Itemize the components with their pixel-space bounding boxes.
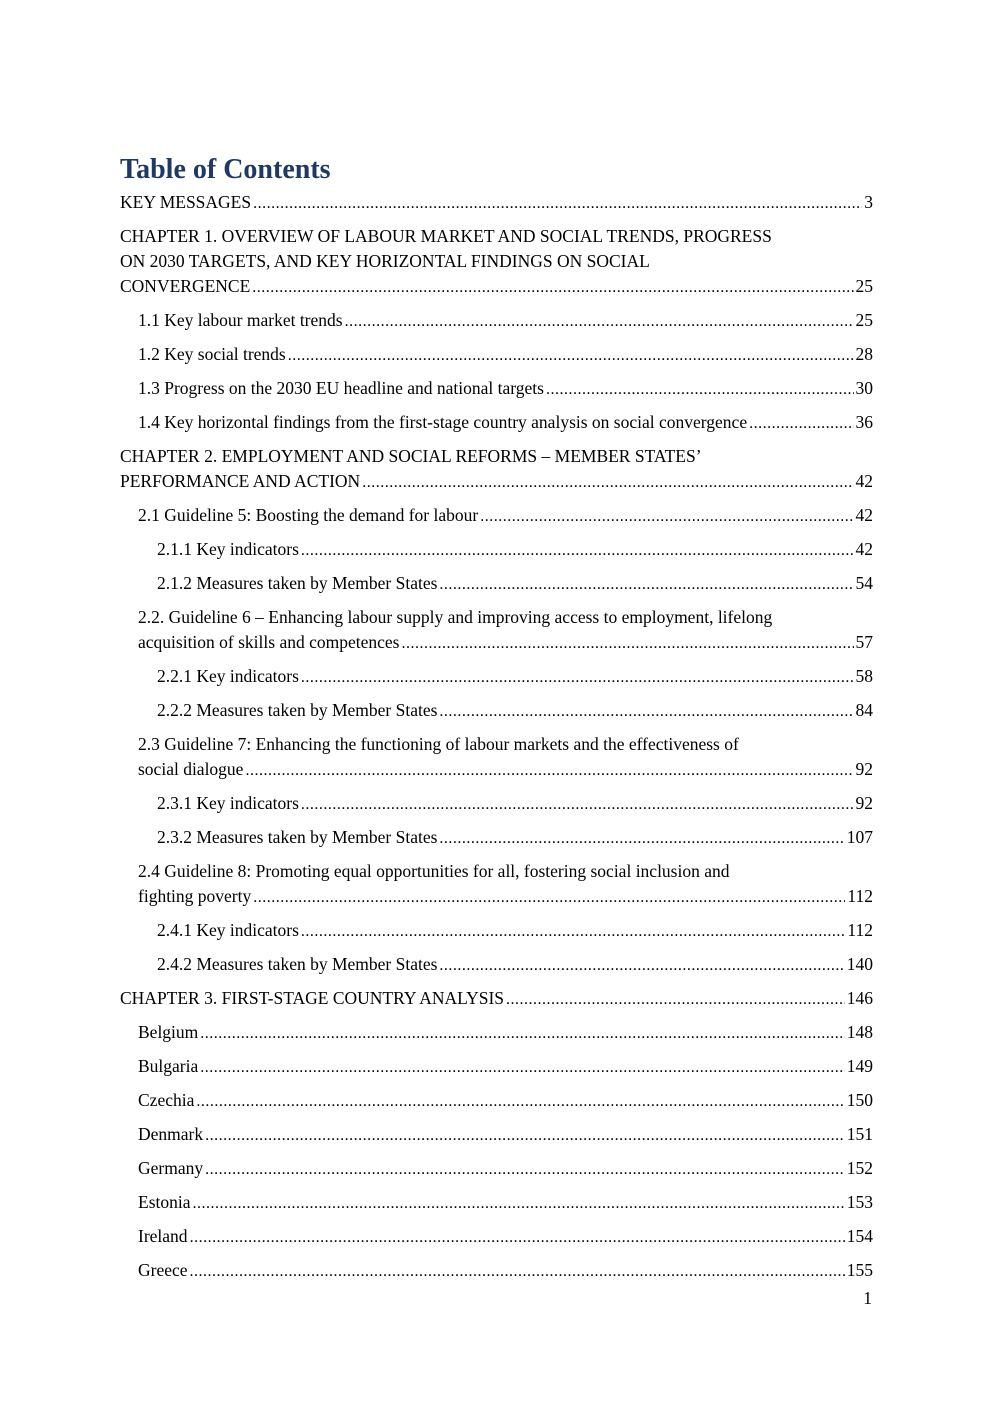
toc-entry-title-line: 2.2. Guideline 6 – Enhancing labour supply and improving access to employment, lifelong [138,607,773,627]
toc-entry-page: 155 [846,1260,873,1280]
toc-entry-page: 58 [855,666,873,686]
toc-entry-page: 149 [846,1056,873,1076]
dot-leader [200,1021,844,1046]
toc-entry-page: 152 [846,1158,873,1178]
toc-entry-line [138,308,873,334]
toc-entry[interactable] [120,825,873,851]
dot-leader [749,411,853,436]
toc-entry-title: Belgium [138,1022,199,1042]
toc-entry-line [138,1088,873,1114]
toc-heading: Table of Contents [120,154,331,185]
toc-entry[interactable] [120,918,873,944]
toc-entry-title-line: 2.3 Guideline 7: Enhancing the functioning of labour markets and the effectiveness of [138,734,739,754]
dot-leader [196,1089,844,1114]
toc-entry-line [157,664,873,690]
toc-entry-line [138,1156,873,1182]
toc-entry-page: 112 [847,920,873,940]
toc-entry-title: Germany [138,1158,204,1178]
dot-leader [245,758,853,783]
toc-entry[interactable] [120,1258,873,1284]
toc-entry-page: 148 [846,1022,873,1042]
toc-entry-page: 151 [846,1124,873,1144]
toc-entry-line [157,825,873,851]
toc-entry-line [138,503,873,529]
toc-entry[interactable] [120,791,873,817]
toc-entry[interactable] [120,664,873,690]
toc-entry[interactable] [120,1088,873,1114]
toc-entry-title: 2.2.1 Key indicators [157,666,299,686]
toc-entry-title: 1.2 Key social trends [138,344,286,364]
toc-entry[interactable] [120,376,873,402]
dot-leader [546,377,854,402]
toc-entry-line [120,274,873,300]
toc-entry[interactable] [120,190,873,216]
toc-entry[interactable] [120,342,873,368]
toc-entry-page: 42 [855,471,873,491]
toc-entry-page: 28 [855,344,873,364]
toc-entry[interactable] [120,537,873,563]
toc-entry[interactable] [120,1190,873,1216]
toc-entry-page: 30 [855,378,873,398]
toc-entry-page: 42 [855,539,873,559]
dot-leader [288,343,854,368]
dot-leader [439,826,844,851]
dot-leader [253,191,862,216]
dot-leader [190,1259,845,1284]
toc-entry[interactable] [120,1054,873,1080]
toc-entry-title-line: ON 2030 TARGETS, AND KEY HORIZONTAL FINDINGS ON SOCIAL [120,251,650,271]
toc-entry-line [138,630,873,656]
toc-entry-page: 42 [855,505,873,525]
toc-entry-title: 1.4 Key horizontal findings from the first-stage country analysis on social convergence [138,412,748,432]
toc-entry-line [138,1258,873,1284]
toc-entry-title: PERFORMANCE AND ACTION [120,471,361,491]
toc-entry-title: Estonia [138,1192,191,1212]
toc-entry-page: 140 [846,954,873,974]
toc-entry-title: Ireland [138,1226,188,1246]
toc-entry[interactable] [120,1156,873,1182]
toc-entry[interactable] [120,1020,873,1046]
toc-entry[interactable] [120,224,873,300]
toc-entry-page: 107 [846,827,873,847]
dot-leader [301,538,854,563]
toc-entry-title: 2.4.2 Measures taken by Member States [157,954,438,974]
toc-entry-line [157,952,873,978]
dot-leader [301,792,854,817]
toc-entry-title: KEY MESSAGES [120,192,252,212]
dot-leader [506,987,845,1012]
toc-entry-line [157,791,873,817]
toc-entry-page: 150 [846,1090,873,1110]
toc-entry-line [138,1054,873,1080]
dot-leader [439,953,844,978]
toc-entry-page: 25 [855,310,873,330]
dot-leader [252,275,853,300]
toc-entry-page: 54 [855,573,873,593]
toc-entry-title: 2.2.2 Measures taken by Member States [157,700,438,720]
dot-leader [253,885,845,910]
toc-entry-page: 146 [846,988,873,1008]
toc-entry-line [138,342,873,368]
toc-entry-line [138,757,873,783]
toc-entry-title-line: CHAPTER 1. OVERVIEW OF LABOUR MARKET AND SOCIAL TRENDS, PROGRESS [120,226,772,246]
toc-entry-page: 84 [855,700,873,720]
toc-entry-page: 92 [855,759,873,779]
dot-leader [205,1157,845,1182]
toc-entry[interactable] [120,698,873,724]
toc-entry-title: 2.1 Guideline 5: Boosting the demand for labour [138,505,479,525]
toc-entry-page: 36 [855,412,873,432]
dot-leader [345,309,854,334]
toc-entry-line [157,571,873,597]
toc-entry-line [157,698,873,724]
toc-entry-title: Bulgaria [138,1056,199,1076]
dot-leader [205,1123,845,1148]
toc-entry-page: 92 [855,793,873,813]
toc-entry-line [138,1020,873,1046]
toc-entry-title-line: CHAPTER 2. EMPLOYMENT AND SOCIAL REFORMS – MEMBER STATES’ [120,446,702,466]
toc-entry[interactable] [120,410,873,436]
toc-entry-line [138,1190,873,1216]
toc-entry-line [120,986,873,1012]
toc-entry-line [138,1122,873,1148]
toc-entry[interactable] [120,571,873,597]
toc-entry-title: 2.1.1 Key indicators [157,539,299,559]
toc-entry[interactable] [120,732,873,783]
dot-leader [193,1191,845,1216]
toc-entry-page: 25 [855,276,873,296]
toc-entry-line [120,469,873,495]
toc-entry-line [157,537,873,563]
toc-entry-title: fighting poverty [138,886,252,906]
dot-leader [439,572,853,597]
toc-entry-title: 2.3.1 Key indicators [157,793,299,813]
toc-entry-title: 1.1 Key labour market trends [138,310,343,330]
toc-entry-page: 153 [846,1192,873,1212]
toc-entry[interactable] [120,308,873,334]
toc-entry[interactable] [120,952,873,978]
toc-entry[interactable] [120,444,873,495]
toc-entry-line [138,884,873,910]
toc-entry[interactable] [120,605,873,656]
toc-entry-title: acquisition of skills and competences [138,632,400,652]
toc-entry-line [138,1224,873,1250]
dot-leader [301,919,845,944]
toc-entry[interactable] [120,1224,873,1250]
toc-entry-title: CONVERGENCE [120,276,251,296]
toc-entry-title: CHAPTER 3. FIRST-STAGE COUNTRY ANALYSIS [120,988,505,1008]
dot-leader [439,699,853,724]
toc-entry[interactable] [120,986,873,1012]
toc-entry-title: 2.3.2 Measures taken by Member States [157,827,438,847]
toc-entry-title: Greece [138,1260,188,1280]
toc-entry[interactable] [120,859,873,910]
toc-entry-page: 112 [847,886,873,906]
toc-entry-line [157,918,873,944]
dot-leader [190,1225,845,1250]
dot-leader [480,504,853,529]
toc-entry-title: Czechia [138,1090,195,1110]
toc-entry-title: 1.3 Progress on the 2030 EU headline and national targets [138,378,544,398]
toc-entry-line [138,410,873,436]
toc-entry-title-line: 2.4 Guideline 8: Promoting equal opportunities for all, fostering social inclusion and [138,861,730,881]
toc-entry-page: 154 [846,1226,873,1246]
toc-entry-title: social dialogue [138,759,244,779]
page-number: 1 [863,1288,872,1308]
toc-entry-title: 2.4.1 Key indicators [157,920,299,940]
dot-leader [362,470,853,495]
toc-entry-title: 2.1.2 Measures taken by Member States [157,573,438,593]
toc-entry-page: 3 [864,192,873,212]
toc-entry-line [120,190,873,216]
toc-entry-line [138,376,873,402]
dot-leader [200,1055,844,1080]
dot-leader [301,665,854,690]
toc-entry[interactable] [120,503,873,529]
dot-leader [401,631,853,656]
toc-entry[interactable] [120,1122,873,1148]
toc-entry-page: 57 [855,632,873,652]
toc-list [120,190,873,1292]
toc-entry-title: Denmark [138,1124,204,1144]
